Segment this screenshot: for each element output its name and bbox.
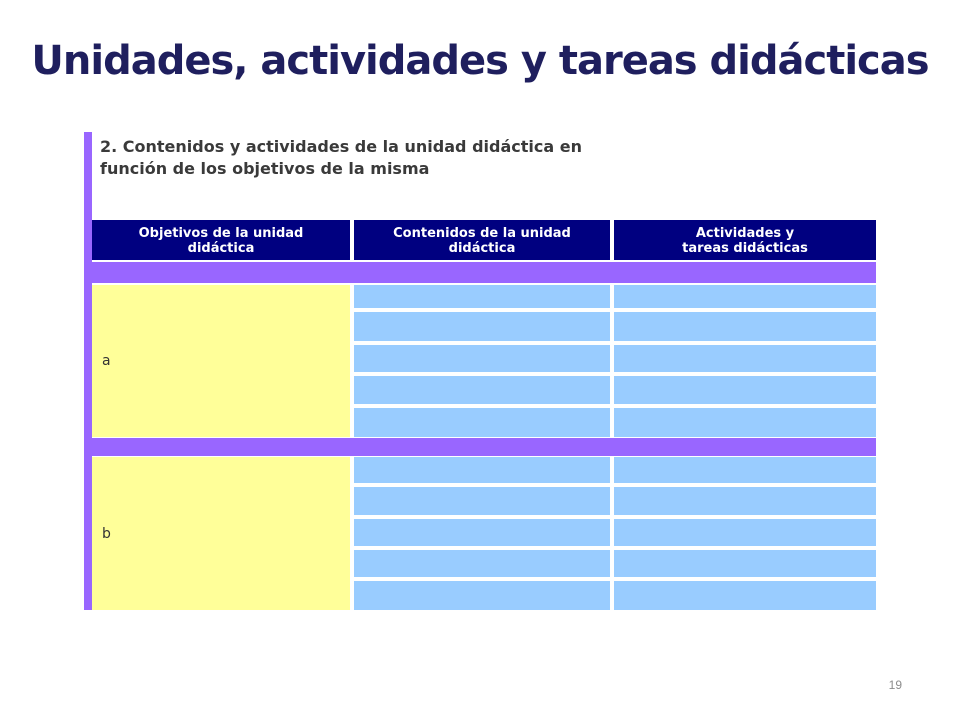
column-header-objetivos-line-2: didáctica (187, 240, 255, 256)
content-cell (354, 285, 610, 308)
activity-cell (614, 457, 876, 483)
figure-table (84, 132, 876, 610)
activity-cell (614, 312, 876, 341)
activity-cell (614, 519, 876, 546)
content-cell (354, 345, 610, 372)
column-header-actividades-line-2: tareas didácticas (682, 240, 808, 256)
column-header-contenidos-line-2: didáctica (448, 240, 516, 256)
activity-cell (614, 376, 876, 404)
activity-cell (614, 285, 876, 308)
column-header-objetivos (92, 220, 350, 260)
objective-label-b: b (102, 525, 111, 542)
section-heading (100, 136, 660, 180)
activity-cell (614, 408, 876, 437)
column-header-contenidos-line-1: Contenidos de la unidad (393, 225, 571, 241)
page-number: 19 (888, 678, 902, 692)
section-heading-line-1: 2. Contenidos y actividades de la unidad didáctica en (100, 137, 582, 156)
content-cell (354, 581, 610, 610)
activity-cell (614, 550, 876, 577)
activity-cell (614, 345, 876, 372)
column-header-actividades-line-1: Actividades y (695, 225, 795, 241)
content-cell (354, 312, 610, 341)
slide-title: Unidades, actividades y tareas didácticas (31, 38, 929, 84)
content-cell (354, 519, 610, 546)
column-header-objetivos-line-1: Objetivos de la unidad (138, 225, 304, 241)
objective-cell-b (92, 457, 350, 610)
group-separator (92, 262, 876, 283)
section-heading-line-2: función de los objetivos de la misma (100, 159, 430, 178)
group-separator (92, 438, 876, 456)
left-accent-bar (84, 132, 92, 610)
content-cell (354, 457, 610, 483)
activity-cell (614, 487, 876, 515)
objective-label-a: a (102, 353, 111, 369)
column-header-actividades (614, 220, 876, 260)
column-header-contenidos (354, 220, 610, 260)
content-cell (354, 550, 610, 577)
objective-cell-a (92, 285, 350, 437)
content-cell (354, 376, 610, 404)
content-cell (354, 487, 610, 515)
activity-cell (614, 581, 876, 610)
content-cell (354, 408, 610, 437)
